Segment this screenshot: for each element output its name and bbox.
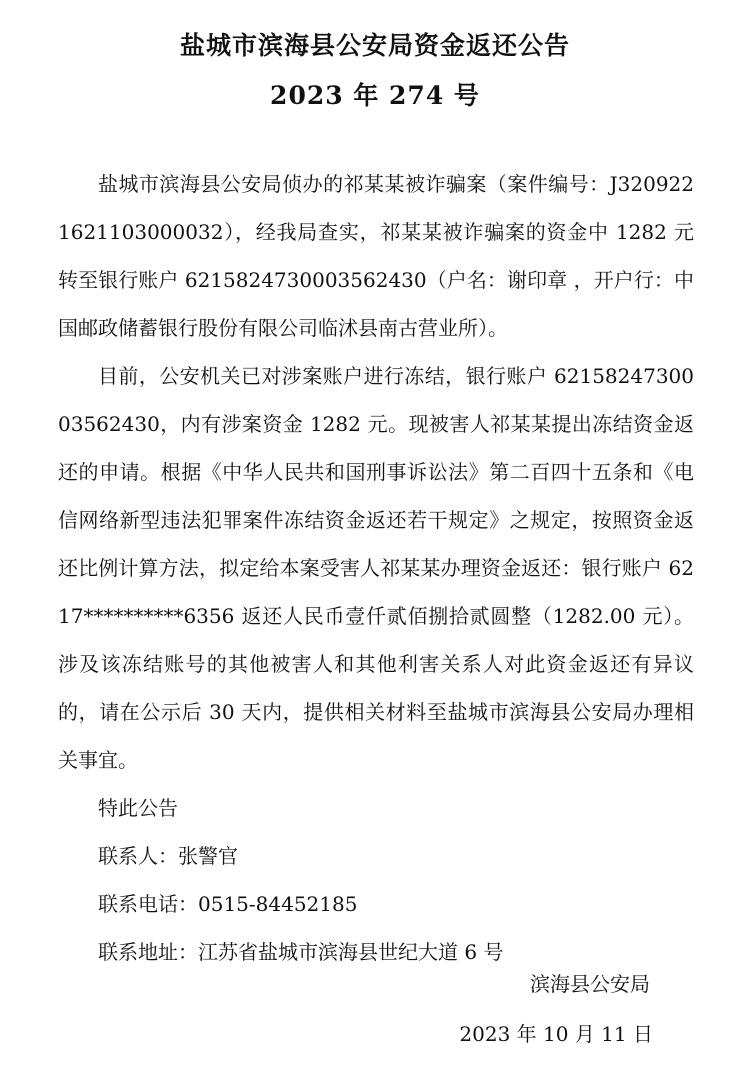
issuer-signature: 滨海县公安局 <box>530 972 650 996</box>
paragraph-case-info: 盐城市滨海县公安局侦办的祁某某被诈骗案（案件编号：J3209221621103000032），经我局查实，祁某某被诈骗案的资金中 1282 元转至银行账户 6215824730003562430（户名：谢印章 ，开户行：中国邮政储蓄银行股份有限公司临沭县南古营业所）。 <box>58 172 694 340</box>
issue-date: 2023 年 10 月 11 日 <box>459 1022 653 1046</box>
closing-text: 特此公告 <box>98 796 178 820</box>
document-number: 2023 年 274 号 <box>270 81 480 110</box>
contact-person: 联系人：张警官 <box>98 844 238 868</box>
notice-title: 盐城市滨海县公安局资金返还公告 <box>179 31 570 60</box>
paragraph-refund-details: 目前，公安机关已对涉案账户进行冻结，银行账户 6215824730003562430，内有涉案资金 1282 元。现被害人祁某某提出冻结资金返还的申请。根据《中华人民共和国刑事诉讼法》第二百四十五条和《电信网络新型违法犯罪案件冻结资金返还若干规定》之规定，按照资金返还比例计算方法，拟定给本案受害人祁某某办理资金返还：银行账户 6217**********6356 返还人民币壹仟贰佰捌拾贰圆整（1282.00 元）。涉及该冻结账号的其他被害人和其他利害关系人对此资金返还有异议的，请在公示后 30 天内，提供相关材料至盐城市滨海县公安局办理相关事宜。 <box>58 364 694 772</box>
contact-address: 联系地址：江苏省盐城市滨海县世纪大道 6 号 <box>98 940 504 964</box>
notice-body <box>58 160 694 976</box>
contact-phone: 联系电话：0515-84452185 <box>98 892 358 916</box>
